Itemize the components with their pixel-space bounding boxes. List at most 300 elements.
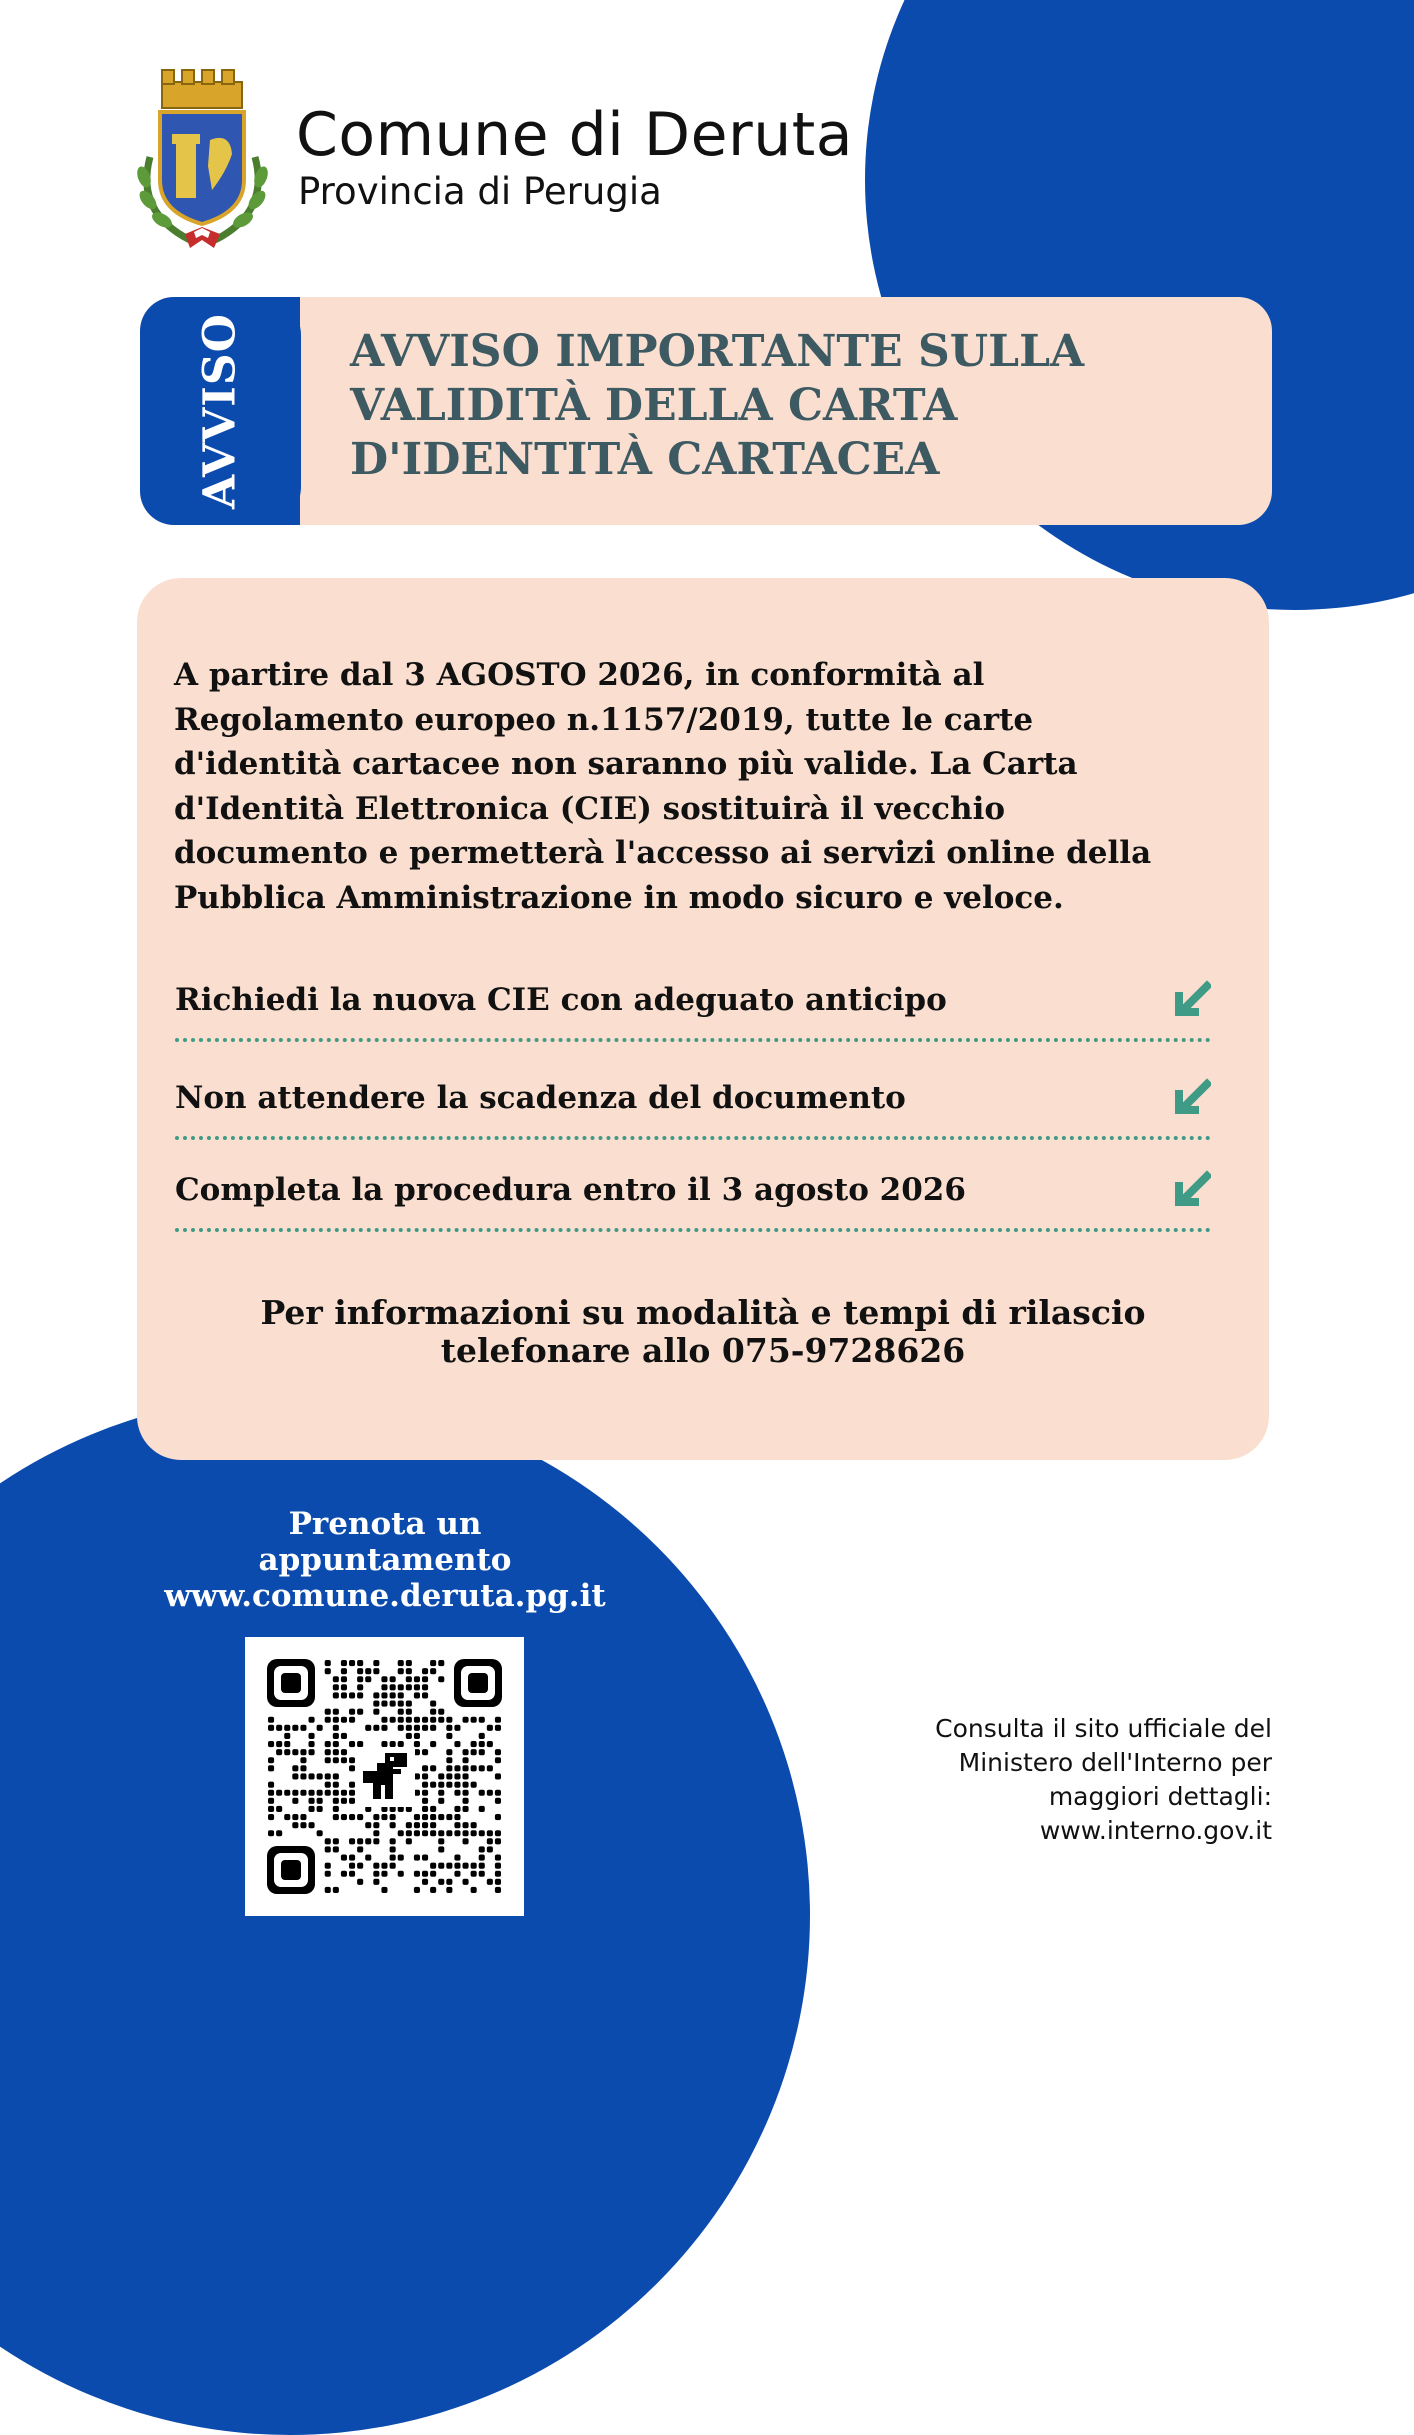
qr-module [325, 1887, 331, 1893]
qr-module [463, 1782, 469, 1788]
qr-module [333, 1749, 339, 1755]
qr-module [422, 1879, 428, 1885]
qr-module [365, 1855, 371, 1861]
qr-module [438, 1814, 444, 1820]
qr-module [454, 1814, 460, 1820]
qr-module [479, 1871, 485, 1877]
qr-module [333, 1757, 339, 1763]
qr-module [422, 1806, 428, 1812]
qr-module [422, 1773, 428, 1779]
qr-module [309, 1806, 315, 1812]
qr-module [495, 1749, 501, 1755]
qr-module [446, 1814, 452, 1820]
qr-module [446, 1733, 452, 1739]
qr-code-icon[interactable] [245, 1637, 524, 1916]
qr-module [309, 1717, 315, 1723]
qr-module [463, 1822, 469, 1828]
qr-module [268, 1814, 274, 1820]
qr-module [349, 1798, 355, 1804]
qr-module [479, 1855, 485, 1861]
qr-module [398, 1692, 404, 1698]
qr-module [325, 1871, 331, 1877]
qr-module [454, 1830, 460, 1836]
qr-module [495, 1863, 501, 1869]
qr-module [333, 1838, 339, 1844]
qr-module [406, 1709, 412, 1715]
qr-module [317, 1790, 323, 1796]
booking-line: Prenota un [288, 1506, 482, 1542]
qr-module [357, 1741, 363, 1747]
qr-module [406, 1701, 412, 1707]
qr-module [414, 1684, 420, 1690]
qr-module [333, 1846, 339, 1852]
qr-module [341, 1717, 347, 1723]
qr-module [430, 1668, 436, 1674]
qr-module [284, 1790, 290, 1796]
qr-module [333, 1806, 339, 1812]
qr-module [373, 1871, 379, 1877]
qr-module [398, 1701, 404, 1707]
intro-line: documento e permetterà l'accesso ai servizi online della [174, 835, 1152, 871]
qr-module [438, 1773, 444, 1779]
qr-module [292, 1798, 298, 1804]
consult-line: Consulta il sito ufficiale del [935, 1714, 1272, 1743]
qr-module [463, 1879, 469, 1885]
qr-module [390, 1676, 396, 1682]
qr-module [292, 1725, 298, 1731]
qr-module [422, 1765, 428, 1771]
qr-module [495, 1757, 501, 1763]
qr-module [479, 1790, 485, 1796]
qr-module [471, 1765, 477, 1771]
qr-module [333, 1741, 339, 1747]
consult-line: maggiori dettagli: [1048, 1782, 1272, 1811]
qr-module [446, 1782, 452, 1788]
qr-module [479, 1749, 485, 1755]
contact-info [137, 1294, 1269, 1370]
qr-module [463, 1806, 469, 1812]
qr-module [398, 1709, 404, 1715]
qr-module [325, 1846, 331, 1852]
qr-module [430, 1814, 436, 1820]
qr-module [463, 1757, 469, 1763]
qr-module [309, 1798, 315, 1804]
qr-module [268, 1806, 274, 1812]
qr-module [292, 1765, 298, 1771]
qr-module [300, 1773, 306, 1779]
qr-module [390, 1814, 396, 1820]
qr-module [373, 1838, 379, 1844]
page-title [350, 325, 1250, 487]
info-line: Per informazioni su modalità e tempi di rilascio [260, 1293, 1146, 1332]
qr-module [373, 1830, 379, 1836]
qr-module [284, 1741, 290, 1747]
qr-module [341, 1684, 347, 1690]
qr-module [398, 1660, 404, 1666]
qr-module [414, 1871, 420, 1877]
qr-module [349, 1709, 355, 1715]
qr-module [373, 1822, 379, 1828]
qr-module [268, 1725, 274, 1731]
qr-module [487, 1830, 493, 1836]
qr-module [276, 1806, 282, 1812]
qr-module [495, 1725, 501, 1731]
qr-module [390, 1822, 396, 1828]
qr-module [373, 1701, 379, 1707]
qr-module [349, 1692, 355, 1698]
arrow-down-left-icon [1171, 1170, 1211, 1210]
qr-module [317, 1830, 323, 1836]
qr-module [325, 1749, 331, 1755]
qr-module [341, 1668, 347, 1674]
qr-module [333, 1814, 339, 1820]
qr-module [349, 1757, 355, 1763]
qr-module [325, 1741, 331, 1747]
qr-module [487, 1790, 493, 1796]
qr-module [422, 1871, 428, 1877]
qr-module [463, 1765, 469, 1771]
title-line: VALIDITÀ DELLA CARTA [350, 380, 958, 431]
qr-module [471, 1871, 477, 1877]
qr-module [365, 1838, 371, 1844]
qr-module [276, 1830, 282, 1836]
qr-module [430, 1741, 436, 1747]
booking-callout [100, 1506, 670, 1614]
qr-module [349, 1855, 355, 1861]
qr-module [333, 1790, 339, 1796]
list-item-text: Richiedi la nuova CIE con adeguato anticipo [175, 982, 947, 1018]
qr-module [398, 1668, 404, 1674]
qr-module [365, 1725, 371, 1731]
qr-module [341, 1790, 347, 1796]
qr-module [381, 1741, 387, 1747]
qr-module [430, 1701, 436, 1707]
qr-module [414, 1822, 420, 1828]
qr-module [276, 1749, 282, 1755]
qr-module [406, 1822, 412, 1828]
qr-module [398, 1830, 404, 1836]
qr-module [341, 1692, 347, 1698]
qr-module [373, 1863, 379, 1869]
qr-module [268, 1798, 274, 1804]
qr-module [300, 1822, 306, 1828]
list-item-text: Non attendere la scadenza del documento [175, 1080, 906, 1116]
avviso-tab-label: AVVISO [194, 313, 246, 509]
qr-module [268, 1830, 274, 1836]
intro-line: A partire dal 3 AGOSTO 2026, in conformità al [174, 657, 985, 693]
qr-module [446, 1717, 452, 1723]
qr-module [309, 1741, 315, 1747]
qr-module [309, 1773, 315, 1779]
qr-module [463, 1798, 469, 1804]
qr-module [422, 1717, 428, 1723]
qr-module [422, 1798, 428, 1804]
qr-module [341, 1749, 347, 1755]
qr-module [414, 1725, 420, 1731]
qr-module [414, 1855, 420, 1861]
qr-module [381, 1871, 387, 1877]
qr-module [284, 1725, 290, 1731]
qr-module [398, 1717, 404, 1723]
qr-module [406, 1668, 412, 1674]
qr-module [300, 1790, 306, 1796]
qr-module [495, 1814, 501, 1820]
qr-module [430, 1871, 436, 1877]
qr-module [446, 1879, 452, 1885]
qr-module [487, 1838, 493, 1844]
qr-module [430, 1709, 436, 1715]
qr-module [454, 1806, 460, 1812]
qr-module [487, 1725, 493, 1731]
qr-module [349, 1863, 355, 1869]
qr-module [268, 1782, 274, 1788]
qr-module [414, 1814, 420, 1820]
qr-module [276, 1725, 282, 1731]
qr-module [414, 1741, 420, 1747]
qr-module [268, 1757, 274, 1763]
qr-module [390, 1863, 396, 1869]
qr-module [357, 1692, 363, 1698]
qr-module [349, 1765, 355, 1771]
qr-module [438, 1863, 444, 1869]
qr-module [471, 1863, 477, 1869]
qr-module [463, 1863, 469, 1869]
qr-module [398, 1684, 404, 1690]
qr-module [446, 1749, 452, 1755]
qr-module [373, 1668, 379, 1674]
qr-module [446, 1863, 452, 1869]
list-item [175, 1168, 1211, 1232]
qr-module [373, 1709, 379, 1715]
qr-module [422, 1822, 428, 1828]
qr-module [349, 1741, 355, 1747]
qr-module [357, 1676, 363, 1682]
qr-module [390, 1855, 396, 1861]
qr-module [438, 1782, 444, 1788]
qr-module [430, 1822, 436, 1828]
province-name: Provincia di Perugia [298, 170, 662, 213]
booking-url[interactable]: www.comune.deruta.pg.it [164, 1578, 606, 1614]
qr-module [325, 1709, 331, 1715]
qr-module [471, 1717, 477, 1723]
intro-line: Regolamento europeo n.1157/2019, tutte le carte [174, 701, 1034, 738]
qr-module [333, 1692, 339, 1698]
list-item-text: Completa la procedura entro il 3 agosto 2026 [175, 1172, 966, 1208]
qr-module [341, 1660, 347, 1666]
booking-line: appuntamento [258, 1542, 512, 1578]
qr-module [430, 1863, 436, 1869]
qr-module [325, 1668, 331, 1674]
qr-module [325, 1757, 331, 1763]
qr-module [390, 1701, 396, 1707]
qr-module [406, 1830, 412, 1836]
qr-module [454, 1855, 460, 1861]
qr-module [325, 1773, 331, 1779]
qr-module [325, 1660, 331, 1666]
qr-module [365, 1668, 371, 1674]
qr-module [390, 1717, 396, 1723]
qr-module [341, 1814, 347, 1820]
qr-module [390, 1741, 396, 1747]
qr-module [300, 1814, 306, 1820]
qr-module [309, 1749, 315, 1755]
municipality-name: Comune di Deruta [296, 100, 854, 170]
qr-module [317, 1798, 323, 1804]
qr-module [479, 1765, 485, 1771]
qr-module [422, 1749, 428, 1755]
qr-module [422, 1782, 428, 1788]
qr-module [406, 1725, 412, 1731]
qr-module [422, 1692, 428, 1698]
qr-module [495, 1790, 501, 1796]
qr-module [422, 1668, 428, 1674]
qr-module [381, 1701, 387, 1707]
qr-module [438, 1660, 444, 1666]
qr-module [454, 1782, 460, 1788]
qr-module [333, 1725, 339, 1731]
qr-module [487, 1879, 493, 1885]
qr-module [349, 1838, 355, 1844]
qr-module [300, 1725, 306, 1731]
qr-module [495, 1830, 501, 1836]
qr-module [268, 1717, 274, 1723]
qr-module [438, 1846, 444, 1852]
qr-module [414, 1830, 420, 1836]
qr-module [471, 1822, 477, 1828]
consult-line: Ministero dell'Interno per [958, 1748, 1272, 1777]
qr-module [438, 1676, 444, 1682]
qr-module [325, 1838, 331, 1844]
qr-module [422, 1790, 428, 1796]
qr-module [438, 1879, 444, 1885]
qr-module [414, 1733, 420, 1739]
qr-module [300, 1757, 306, 1763]
qr-module [495, 1887, 501, 1893]
qr-module [430, 1887, 436, 1893]
qr-module [341, 1798, 347, 1804]
qr-module [341, 1757, 347, 1763]
qr-module [422, 1684, 428, 1690]
qr-module [349, 1790, 355, 1796]
qr-module [406, 1676, 412, 1682]
qr-module [471, 1741, 477, 1747]
intro-line: d'identità cartacee non saranno più valide. La Carta [174, 746, 1078, 782]
qr-module [495, 1879, 501, 1885]
qr-module [333, 1798, 339, 1804]
qr-module [381, 1692, 387, 1698]
qr-module [284, 1814, 290, 1820]
qr-module [276, 1741, 282, 1747]
qr-module [341, 1855, 347, 1861]
qr-module [292, 1790, 298, 1796]
intro-line: d'Identità Elettronica (CIE) sostituirà il vecchio [174, 790, 1006, 827]
qr-module [333, 1887, 339, 1893]
qr-module [357, 1660, 363, 1666]
qr-module [454, 1741, 460, 1747]
qr-module [479, 1733, 485, 1739]
qr-module [276, 1790, 282, 1796]
qr-module [430, 1782, 436, 1788]
qr-module [349, 1871, 355, 1877]
qr-module [268, 1790, 274, 1796]
qr-module [430, 1717, 436, 1723]
qr-module [495, 1855, 501, 1861]
qr-module [471, 1749, 477, 1755]
qr-module [406, 1838, 412, 1844]
qr-module [381, 1863, 387, 1869]
qr-module [454, 1773, 460, 1779]
qr-module [373, 1660, 379, 1666]
qr-module [333, 1684, 339, 1690]
title-line: D'IDENTITÀ CARTACEA [350, 434, 940, 485]
qr-module [349, 1660, 355, 1666]
qr-module [357, 1838, 363, 1844]
qr-module [292, 1749, 298, 1755]
qr-module [414, 1887, 420, 1893]
qr-module [357, 1709, 363, 1715]
qr-module [446, 1757, 452, 1763]
qr-module [390, 1838, 396, 1844]
qr-module [398, 1871, 404, 1877]
qr-module [414, 1676, 420, 1682]
qr-module [373, 1725, 379, 1731]
intro-line: Pubblica Amministrazione in modo sicuro e veloce. [174, 879, 1064, 916]
qr-module [495, 1838, 501, 1844]
qr-module [365, 1676, 371, 1682]
qr-module [357, 1863, 363, 1869]
qr-module [300, 1749, 306, 1755]
qr-module [463, 1717, 469, 1723]
qr-module [446, 1773, 452, 1779]
qr-module [454, 1790, 460, 1796]
qr-module [406, 1660, 412, 1666]
qr-module [373, 1814, 379, 1820]
qr-module [471, 1887, 477, 1893]
qr-module [341, 1733, 347, 1739]
qr-module [430, 1725, 436, 1731]
qr-module [317, 1725, 323, 1731]
qr-module [446, 1765, 452, 1771]
arrow-down-left-icon [1171, 1078, 1211, 1118]
ministry-url[interactable]: www.interno.gov.it [1039, 1816, 1272, 1845]
qr-module [381, 1676, 387, 1682]
qr-module [292, 1773, 298, 1779]
qr-module [349, 1717, 355, 1723]
qr-module [325, 1790, 331, 1796]
qr-module [422, 1830, 428, 1836]
qr-module [390, 1684, 396, 1690]
qr-module [479, 1717, 485, 1723]
qr-module [317, 1806, 323, 1812]
qr-module [381, 1684, 387, 1690]
qr-module [495, 1871, 501, 1877]
qr-module [325, 1717, 331, 1723]
qr-module [446, 1830, 452, 1836]
qr-module [300, 1765, 306, 1771]
qr-module [284, 1749, 290, 1755]
qr-module [438, 1798, 444, 1804]
qr-module [414, 1717, 420, 1723]
qr-module [454, 1871, 460, 1877]
qr-module [325, 1863, 331, 1869]
qr-module [454, 1765, 460, 1771]
qr-module [309, 1733, 315, 1739]
qr-module [349, 1782, 355, 1788]
qr-module [438, 1717, 444, 1723]
qr-module [398, 1741, 404, 1747]
qr-module [406, 1717, 412, 1723]
qr-code-graphic [267, 1659, 502, 1894]
